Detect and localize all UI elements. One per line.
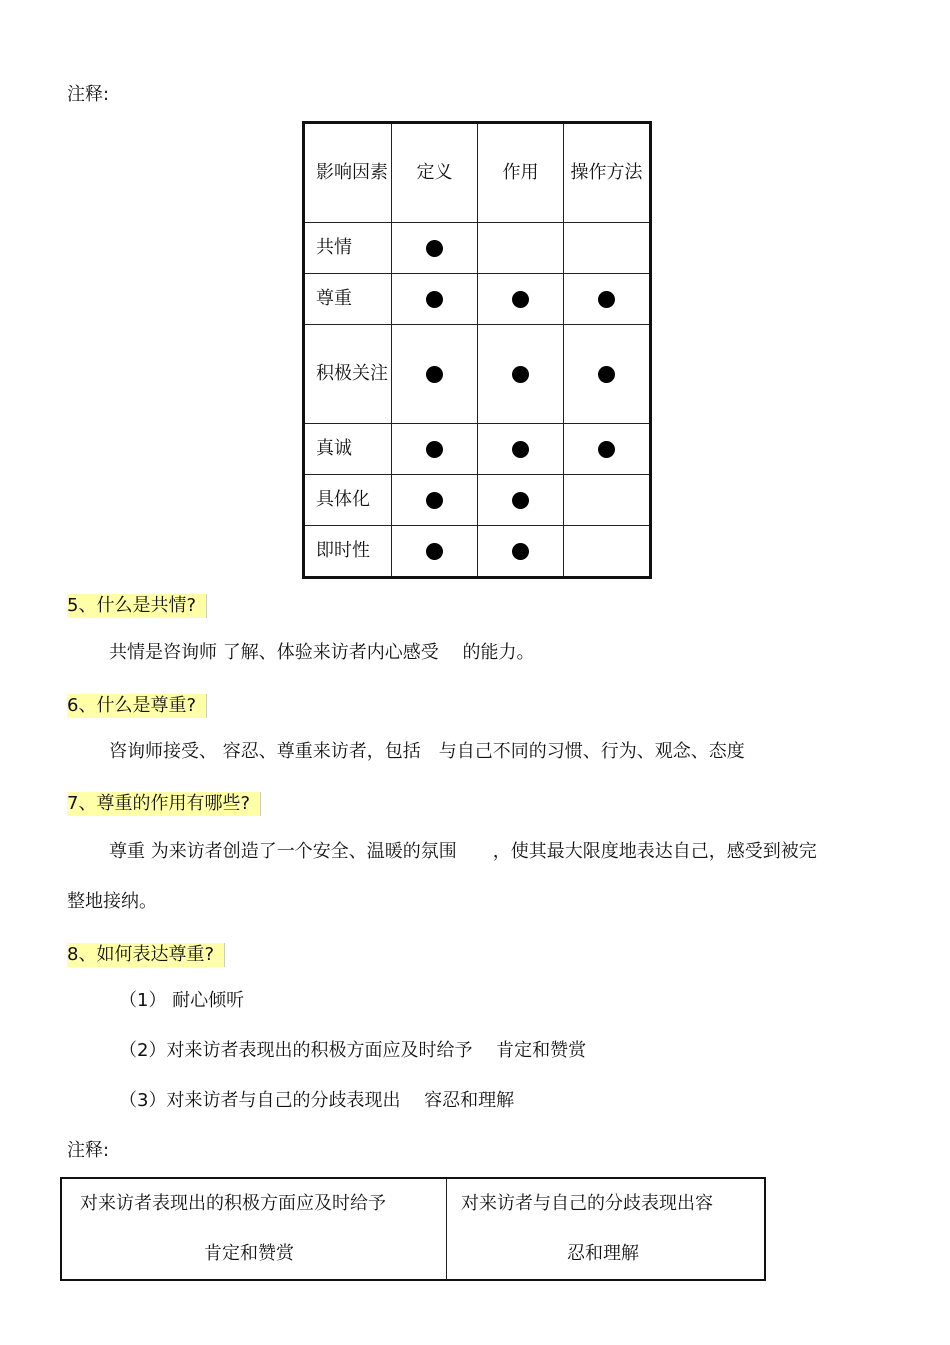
filled-circle-mark [598, 291, 615, 308]
cell-function [478, 325, 564, 424]
table-row [304, 223, 651, 274]
cell-method [564, 325, 651, 424]
factors-table [302, 121, 652, 579]
factor-name: 尊重 [304, 274, 392, 325]
filled-circle-mark [426, 291, 443, 308]
filled-circle-mark [426, 441, 443, 458]
factor-name: 真诚 [304, 424, 392, 475]
list-item: （2）对来访者表现出的积极方面应及时给予 肯定和赞赏 [119, 1040, 587, 1061]
table-row [304, 274, 651, 325]
cell-definition [392, 475, 478, 526]
notes-cell-divergence: 对来访者与自己的分歧表现出容 忍和理解 [447, 1178, 766, 1280]
cell-method [564, 526, 651, 578]
cell-definition [392, 424, 478, 475]
filled-circle-mark [598, 366, 615, 383]
factor-name: 即时性 [304, 526, 392, 578]
answer-7-line1: 尊重 为来访者创造了一个安全、温暖的氛围 ，使其最大限度地表达自己，感受到被完 [109, 841, 817, 862]
notes-table [60, 1177, 766, 1281]
cell-method [564, 424, 651, 475]
filled-circle-mark [426, 543, 443, 560]
table-row [304, 325, 651, 424]
filled-circle-mark [512, 291, 529, 308]
note-label: 注释: [67, 1140, 110, 1161]
header-function: 作用 [478, 123, 564, 223]
answer-7-line2: 整地接纳。 [67, 891, 157, 912]
filled-circle-mark [512, 492, 529, 509]
question-7: 7、尊重的作用有哪些? [67, 792, 261, 816]
cell-method [564, 475, 651, 526]
cell-method [564, 274, 651, 325]
cell-function [478, 223, 564, 274]
notes-cell-positive: 对来访者表现出的积极方面应及时给予 肯定和赞赏 [61, 1178, 447, 1280]
cell-definition [392, 325, 478, 424]
table-header-row [304, 123, 651, 223]
cell-function [478, 424, 564, 475]
table-row [304, 475, 651, 526]
factor-name: 积极关注 [304, 325, 392, 424]
table-row [304, 526, 651, 578]
filled-circle-mark [598, 441, 615, 458]
answer-5: 共情是咨询师 了解、体验来访者内心感受 的能力。 [109, 642, 535, 663]
filled-circle-mark [426, 492, 443, 509]
note-label: 注释: [67, 84, 110, 105]
factor-name: 具体化 [304, 475, 392, 526]
cell-definition [392, 223, 478, 274]
answer-6: 咨询师接受、 容忍、尊重来访者，包括 与自己不同的习惯、行为、观念、态度 [109, 741, 745, 762]
table-row [304, 424, 651, 475]
question-5: 5、什么是共情? [67, 594, 207, 618]
question-6: 6、什么是尊重? [67, 694, 207, 718]
cell-definition [392, 274, 478, 325]
filled-circle-mark [426, 366, 443, 383]
cell-function [478, 475, 564, 526]
cell-definition [392, 526, 478, 578]
filled-circle-mark [512, 543, 529, 560]
header-factor: 影响因素 [304, 123, 392, 223]
filled-circle-mark [512, 366, 529, 383]
header-definition: 定义 [392, 123, 478, 223]
question-8: 8、如何表达尊重? [67, 943, 225, 967]
cell-function [478, 274, 564, 325]
factor-name: 共情 [304, 223, 392, 274]
filled-circle-mark [426, 240, 443, 257]
cell-function [478, 526, 564, 578]
filled-circle-mark [512, 441, 529, 458]
list-item: （1） 耐心倾听 [119, 990, 245, 1011]
list-item: （3）对来访者与自己的分歧表现出 容忍和理解 [119, 1090, 515, 1111]
cell-method [564, 223, 651, 274]
header-method: 操作方法 [564, 123, 651, 223]
